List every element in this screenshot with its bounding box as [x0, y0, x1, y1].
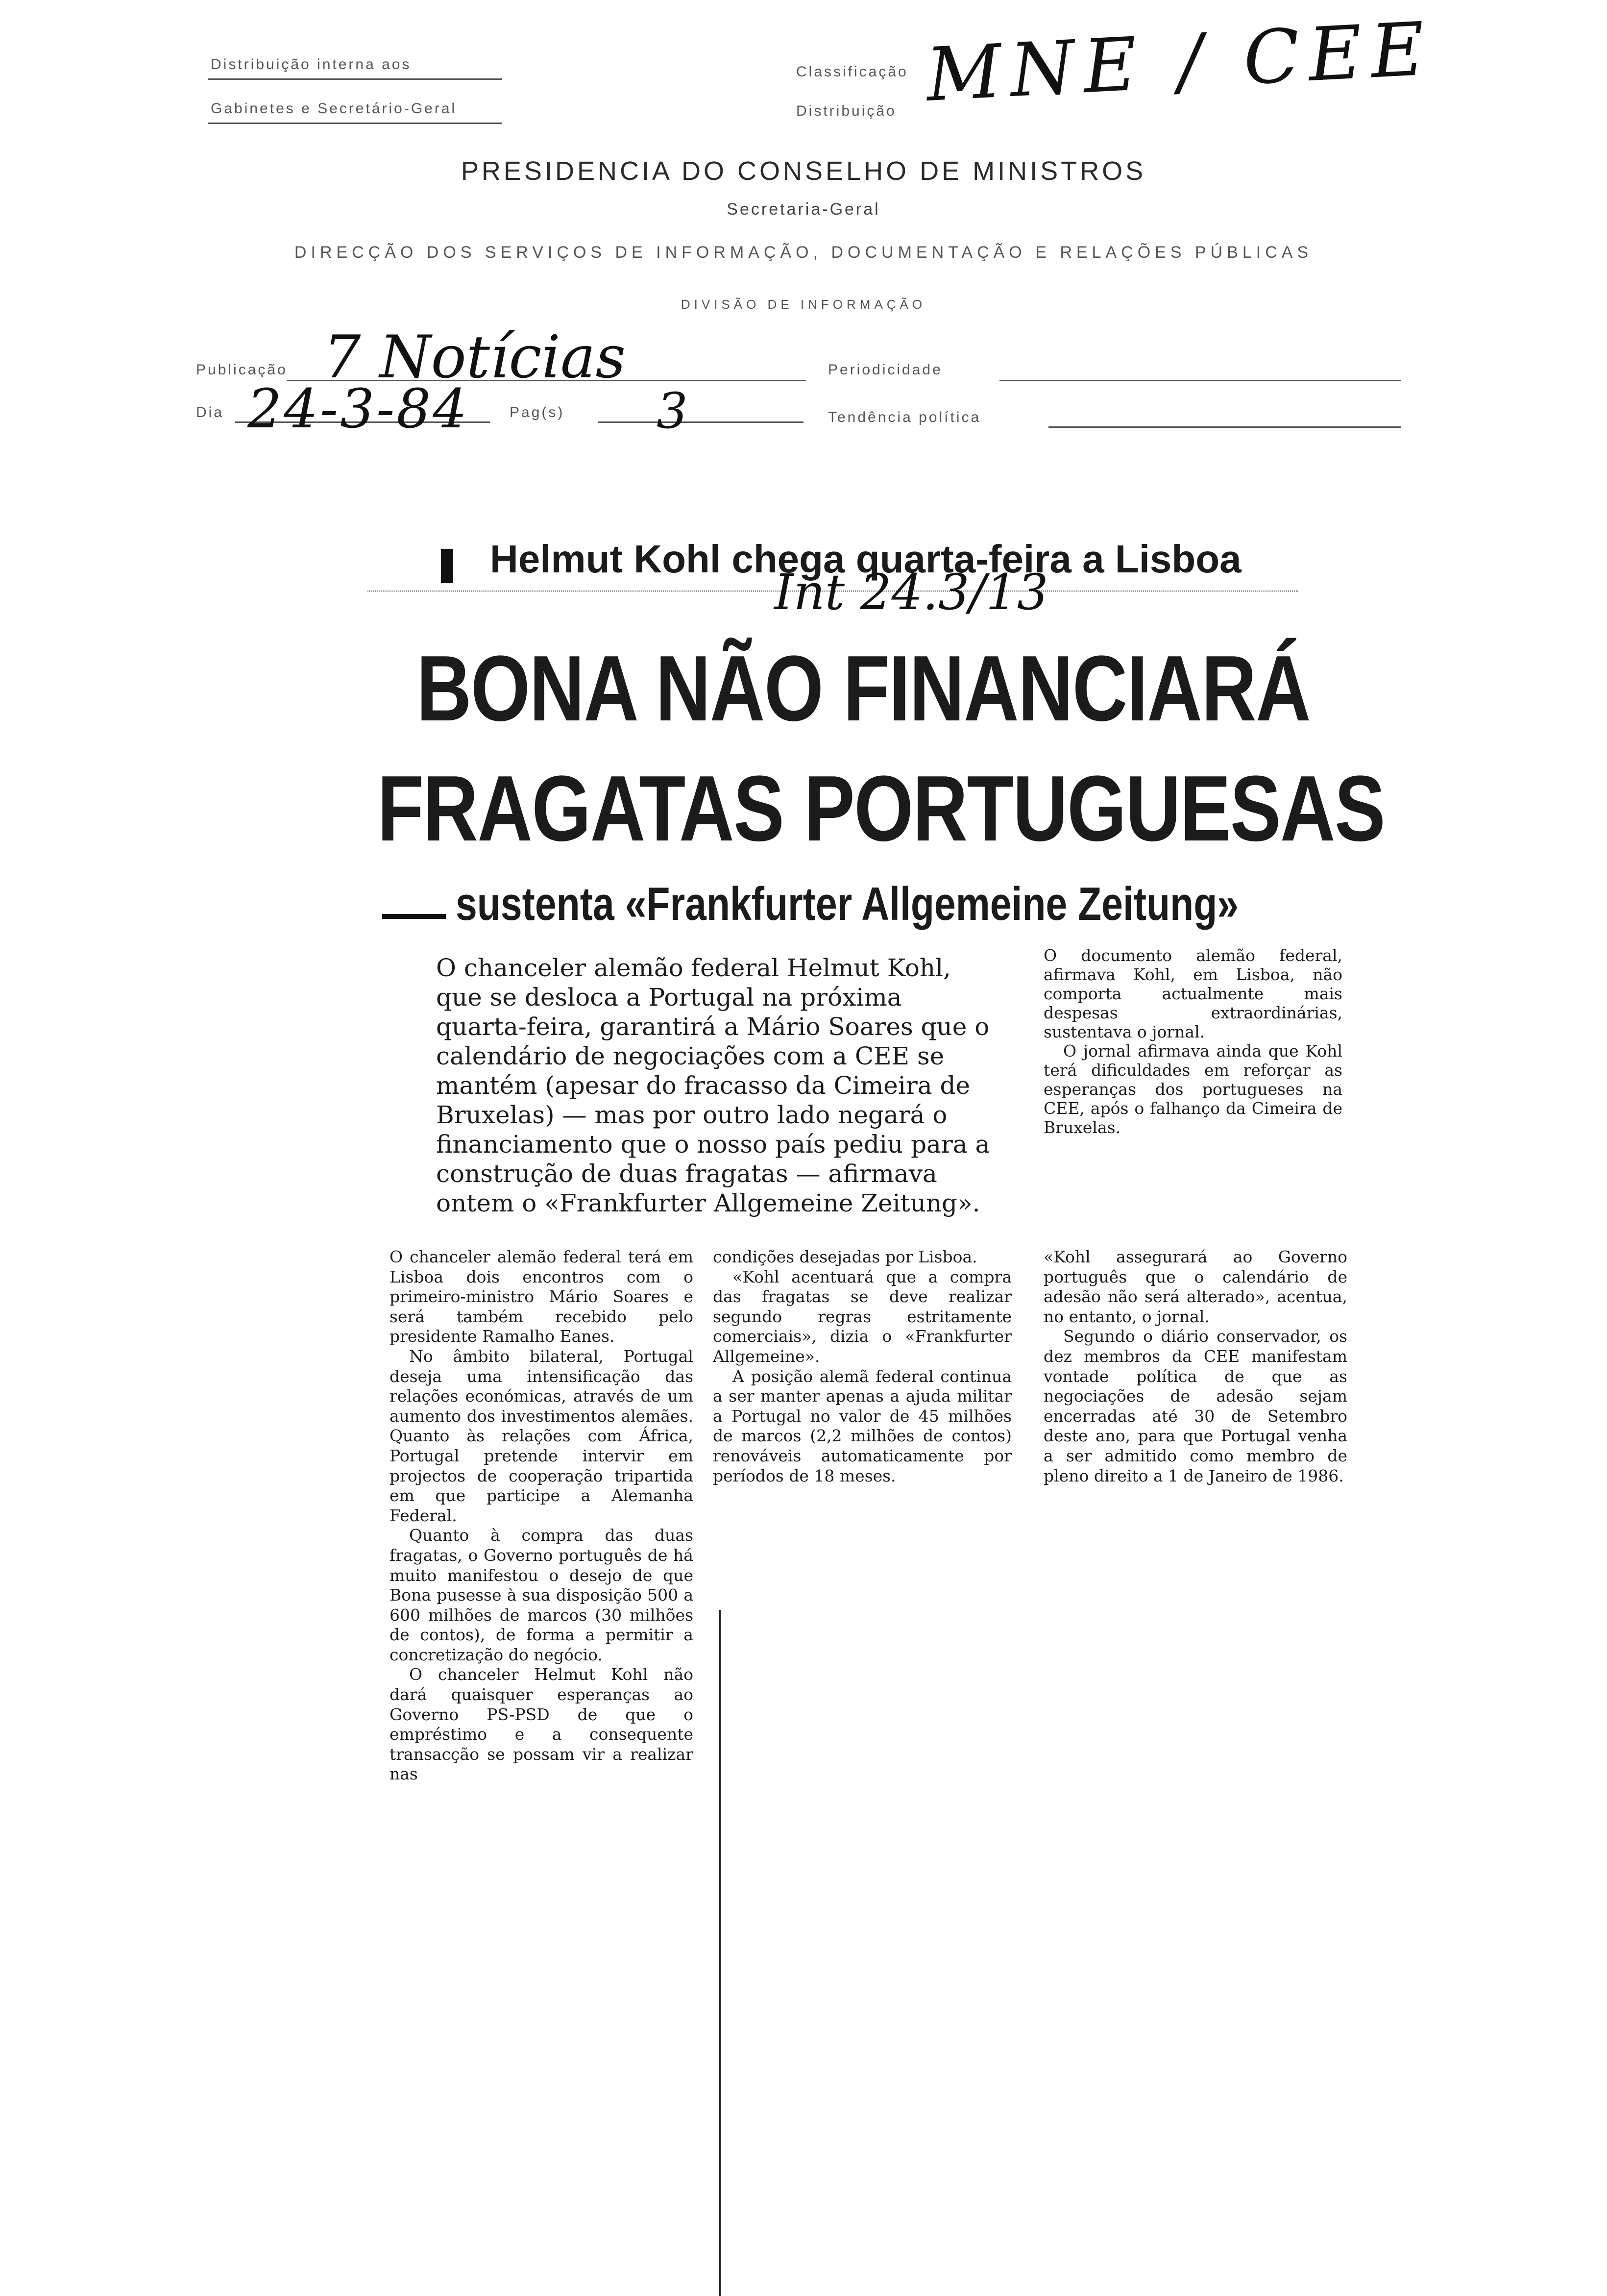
margin-annotation: Int 24.3/13 [774, 564, 1048, 621]
directorate-title: DIRECÇÃO DOS SERVIÇOS DE INFORMAÇÃO, DOCUMENTAÇÃO E RELAÇÕES PÚBLICAS [294, 243, 1313, 262]
article-kicker: Helmut Kohl chega quarta-feira a Lisboa [490, 537, 1242, 581]
pages-label: Pag(s) [510, 404, 565, 420]
column-1 [390, 1247, 693, 1784]
column-1-paragraph: No âmbito bilateral, Portugal deseja uma intensificação das relações económicas, através de um aumento dos investimentos alemães. Quanto às relações com África, Portugal pretende intervir em projectos de cooperação tripartida em que participe a Alemanha Federal. [390, 1346, 693, 1525]
division-title: DIVISÃO DE INFORMAÇÃO [681, 297, 926, 312]
article-subhead: sustenta «Frankfurter Allgemeine Zeitung» [456, 878, 1239, 930]
distribution-rule [208, 78, 502, 80]
column-3-paragraph: «Kohl assegurará ao Governo português que o calendário de adesão não será alterado», acentua, no entanto, o jornal. [1044, 1247, 1347, 1326]
classification-handwritten: MNE / CEE [924, 6, 1436, 118]
column-2-paragraph: condições desejadas por Lisboa. [713, 1247, 977, 1266]
column-3-paragraph: Segundo o diário conservador, os dez membros da CEE manifestam vontade política de que as negociações de adesão sejam encerradas até 30 de Setembro deste ano, para que Portugal venha a ser admitido como membro de pleno direito a 1 de Janeiro de 1986. [1044, 1327, 1347, 1485]
pages-rule [598, 421, 804, 423]
column-2-paragraph: A posição alemã federal continua a ser manter apenas a ajuda militar a Portugal no valor de 45 milhões de marcos (2,2 milhões de contos) renováveis automaticamente por períodos de 18 meses. [713, 1366, 1012, 1485]
publication-handwritten: 7 Notícias [323, 323, 626, 392]
publication-label: Publicação [196, 362, 288, 378]
right-top-column [1044, 946, 1342, 1137]
subhead-dash [382, 914, 446, 919]
cabinet-line: Gabinetes e Secretário-Geral [211, 100, 457, 117]
periodicity-rule [999, 380, 1401, 381]
cabinet-rule [208, 123, 502, 124]
distribution-line: Distribuição interna aos [211, 56, 412, 73]
article-lead: O chanceler alemão federal Helmut Kohl, que se desloca a Portugal na próxima quarta-feira, garantirá a Mário Soares que o calendário de negociações com a CEE se mantém (apesar do fracasso da Cimeira de Bruxelas) — mas por outro lado negará o financiamento que o nosso país pediu para a construção de duas fragatas — afirmava ontem o «Frankfurter Allgemeine Zeitung». [436, 954, 990, 1217]
tendency-label: Tendência política [828, 409, 981, 425]
kicker-marker [441, 549, 453, 583]
institution-title: PRESIDENCIA DO CONSELHO DE MINISTROS [461, 156, 1146, 186]
distribution-label: Distribuição [796, 103, 897, 119]
right-top-paragraph: O documento alemão federal, afirmava Kohl, em Lisboa, não comporta actualmente mais despesas extraordinárias, sustentava o jornal. [1044, 946, 1342, 1041]
headline-line1: BONA NÃO FINANCIARÁ [416, 637, 1310, 741]
column-3 [1044, 1247, 1347, 1486]
day-label: Dia [196, 404, 224, 420]
column-1-paragraph: O chanceler Helmut Kohl não dará quaisquer esperanças ao Governo PS-PSD de que o empréstimo e a consequente transacção se possam vir a realizar nas [390, 1665, 693, 1784]
column-1-paragraph: Quanto à compra das duas fragatas, o Governo português de há muito manifestou o desejo de que Bona pusesse à sua disposição 500 a 600 milhões de marcos (30 milhões de contos), de forma a permitir a concretização do negócio. [390, 1526, 693, 1664]
classification-label: Classificação [796, 64, 908, 80]
pages-handwritten: 3 [657, 382, 688, 440]
column-divider [719, 1610, 721, 2296]
day-handwritten: 24-3-84 [247, 377, 469, 440]
column-1-paragraph: O chanceler alemão federal terá em Lisboa dois encontros com o primeiro-ministro Mário Soares e será também recebido pelo presidente Ramalho Eanes. [390, 1247, 693, 1346]
secretariat-title: Secretaria-Geral [727, 200, 880, 219]
column-2-paragraph: «Kohl acentuará que a compra das fragatas se deve realizar segundo regras estritamente comerciais», dizia o «Frankfurter Allgemeine». [713, 1267, 1012, 1366]
headline-line2: FRAGATAS PORTUGUESAS [377, 757, 1385, 861]
periodicity-label: Periodicidade [828, 362, 943, 378]
column-2 [713, 1247, 1012, 1486]
tendency-rule [1048, 426, 1401, 428]
right-top-paragraph: O jornal afirmava ainda que Kohl terá dificuldades em reforçar as esperanças dos portugueses na CEE, após o falhanço da Cimeira de Bruxelas. [1044, 1041, 1342, 1137]
